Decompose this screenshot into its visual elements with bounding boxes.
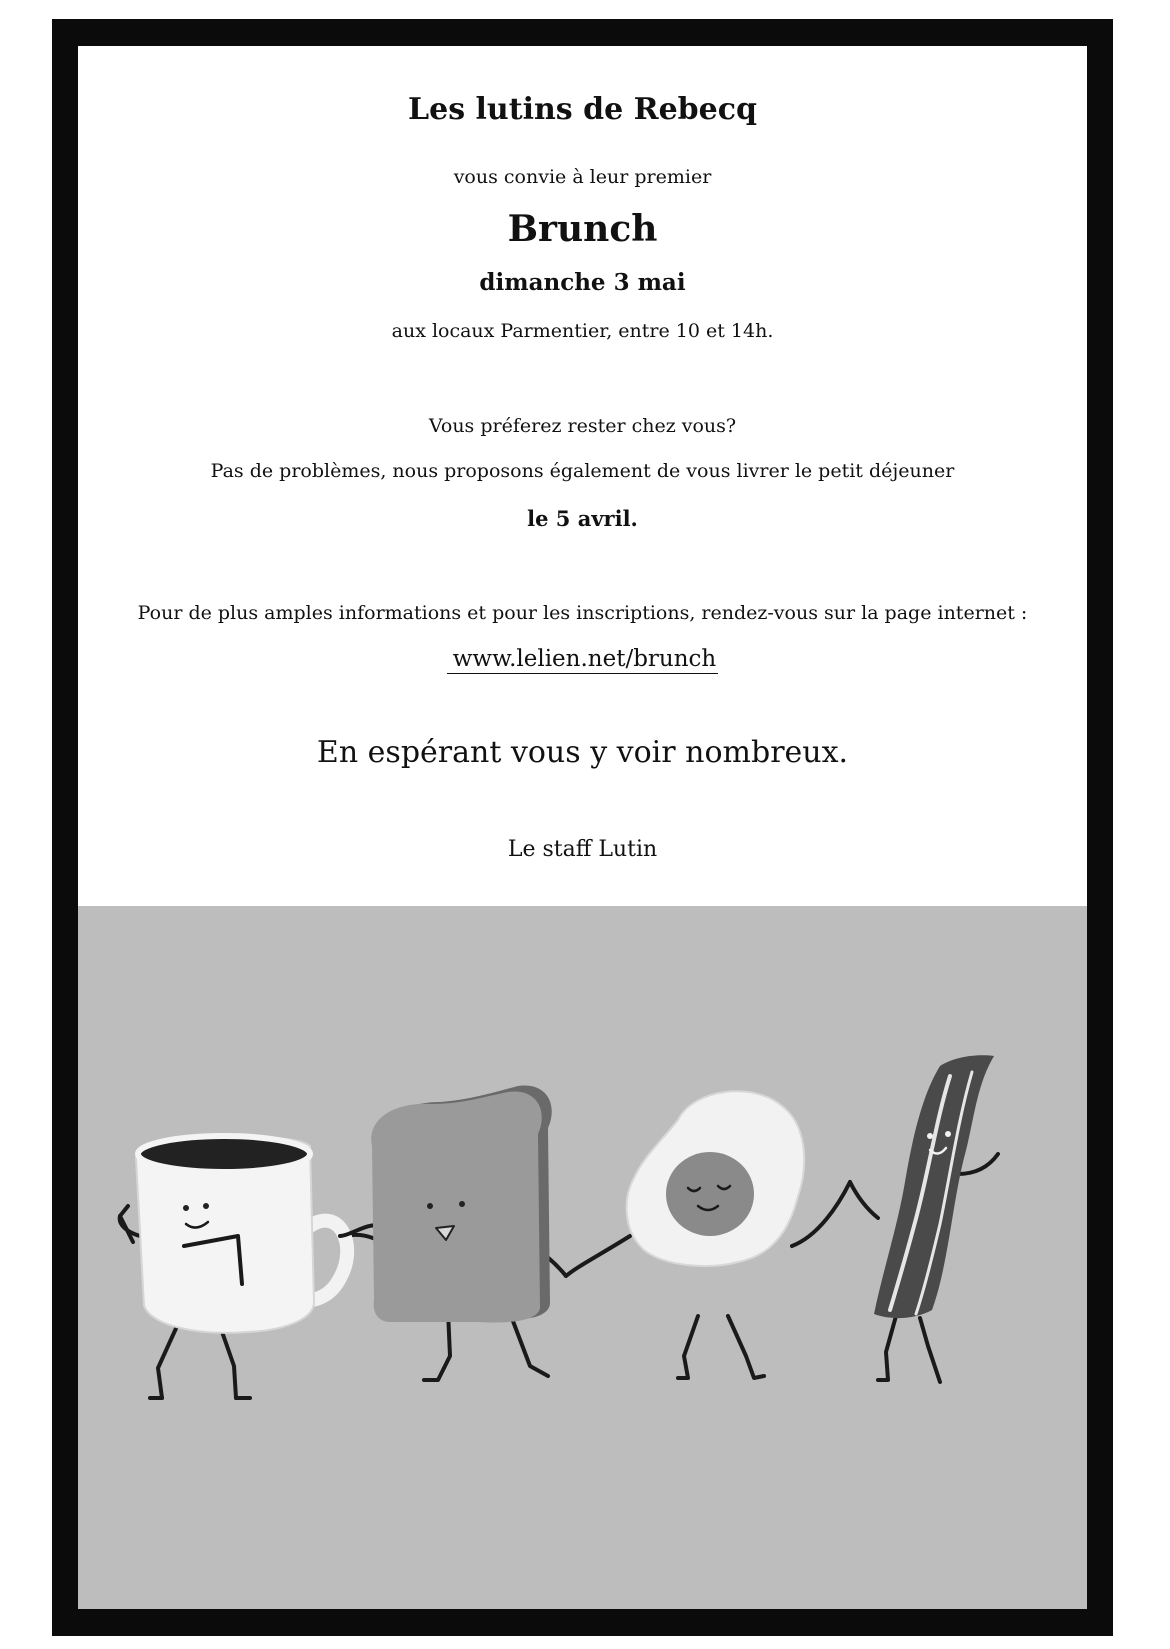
info-text: Pour de plus amples informations et pour les inscriptions, rendez-vous sur la page internet :: [137, 602, 1028, 624]
invitation-text: vous convie à leur premier: [453, 166, 712, 188]
closing-text: En espérant vous y voir nombreux.: [316, 735, 849, 770]
signature: Le staff Lutin: [507, 837, 658, 862]
delivery-date: le 5 avril.: [527, 506, 638, 531]
organization-title: Les lutins de Rebecq: [408, 92, 757, 127]
event-title: Brunch: [507, 208, 658, 250]
delivery-question: Vous préferez rester chez vous?: [428, 415, 737, 437]
brunch-illustration: [78, 906, 1087, 1609]
event-date: dimanche 3 mai: [479, 269, 686, 296]
website-link-line: [78, 646, 1087, 672]
breakfast-characters-drawing: [78, 906, 1087, 1609]
delivery-offer: Pas de problèmes, nous proposons également de vous livrer le petit déjeuner: [210, 460, 955, 482]
website-link[interactable]: www.lelien.net/brunch: [447, 646, 719, 674]
event-location: aux locaux Parmentier, entre 10 et 14h.: [391, 320, 774, 342]
